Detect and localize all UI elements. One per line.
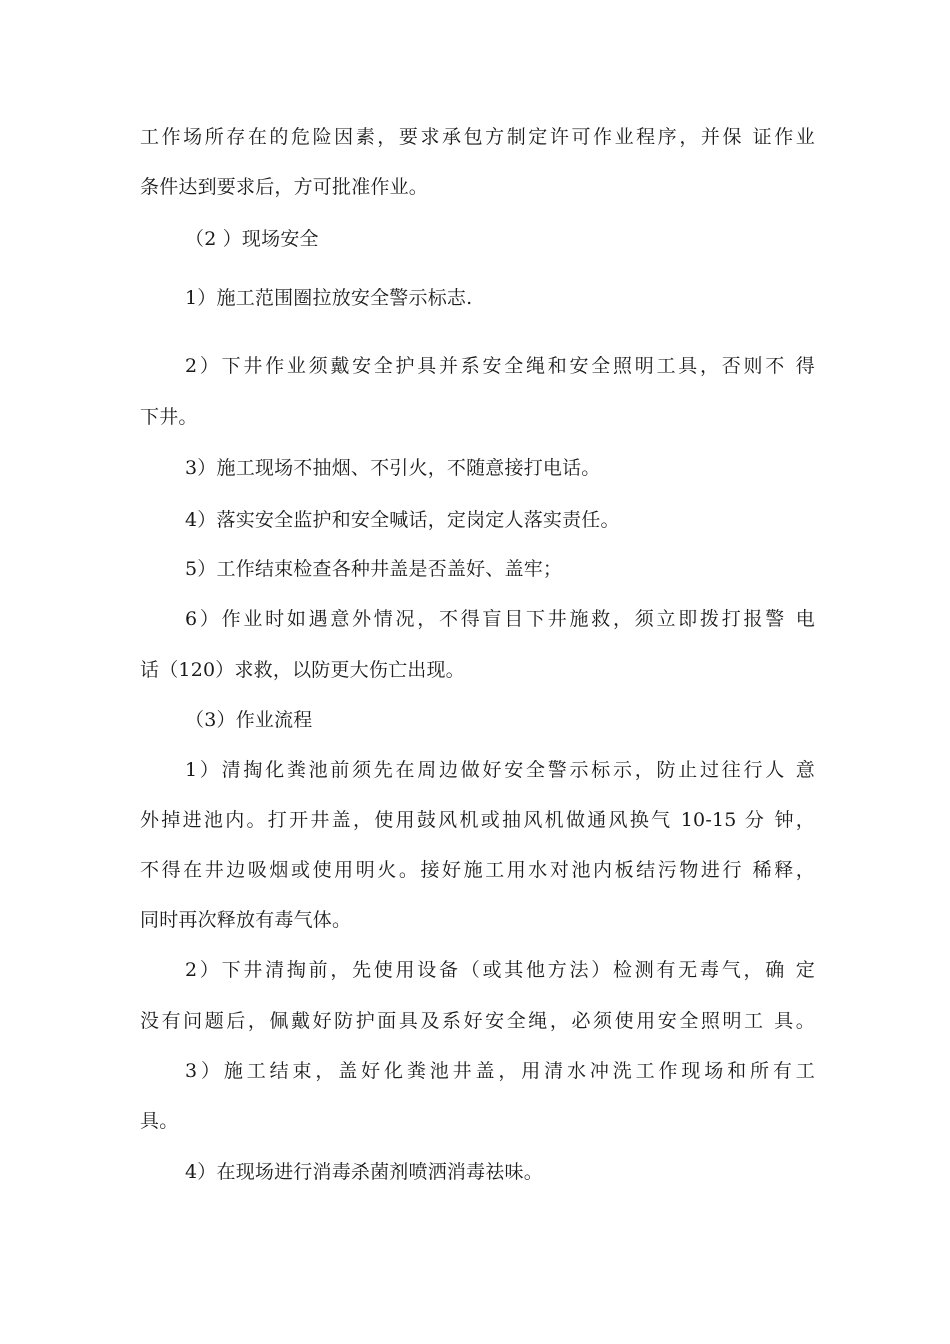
list-item: 3）施工现场不抽烟、不引火，不随意接打电话。 xyxy=(185,457,601,479)
list-item: 1）清掏化粪池前须先在周边做好安全警示标示，防止过往行人 意 xyxy=(185,759,815,781)
section-heading: （2 ）现场安全 xyxy=(185,228,319,250)
list-item: 4）落实安全监护和安全喊话，定岗定人落实责任。 xyxy=(185,509,620,531)
list-item: 5）工作结束检查各种井盖是否盖好、盖牢； xyxy=(185,558,563,580)
text-line: 外掉进池内。打开井盖，使用鼓风机或抽风机做通风换气 10-15 分 钟， xyxy=(140,809,815,831)
list-item: 4）在现场进行消毒杀菌剂喷洒消毒祛味。 xyxy=(185,1161,543,1183)
text-line: 条件达到要求后，方可批准作业。 xyxy=(140,176,429,198)
text-line: 话（120）求救，以防更大伤亡出现。 xyxy=(140,659,465,681)
list-item: 3）施工结束，盖好化粪池井盖，用清水冲洗工作现场和所有工 xyxy=(185,1060,815,1082)
section-heading: （3）作业流程 xyxy=(185,709,313,731)
list-item: 2）下井清掏前，先使用设备（或其他方法）检测有无毒气，确 定 xyxy=(185,959,815,981)
text-line: 具。 xyxy=(140,1110,179,1132)
text-line: 不得在井边吸烟或使用明火。接好施工用水对池内板结污物进行 稀释， xyxy=(140,859,815,881)
text-line: 同时再次释放有毒气体。 xyxy=(140,909,352,931)
text-line: 下井。 xyxy=(140,406,198,428)
list-item: 6）作业时如遇意外情况，不得盲目下井施救，须立即拨打报警 电 xyxy=(185,608,815,630)
text-line: 工作场所存在的危险因素，要求承包方制定许可作业程序，并保 证作业 xyxy=(140,126,815,148)
text-line: 没有问题后，佩戴好防护面具及系好安全绳，必须使用安全照明工 具。 xyxy=(140,1010,815,1032)
list-item: 1）施工范围圈拉放安全警示标志. xyxy=(185,287,473,309)
list-item: 2）下井作业须戴安全护具并系安全绳和安全照明工具，否则不 得 xyxy=(185,355,815,377)
